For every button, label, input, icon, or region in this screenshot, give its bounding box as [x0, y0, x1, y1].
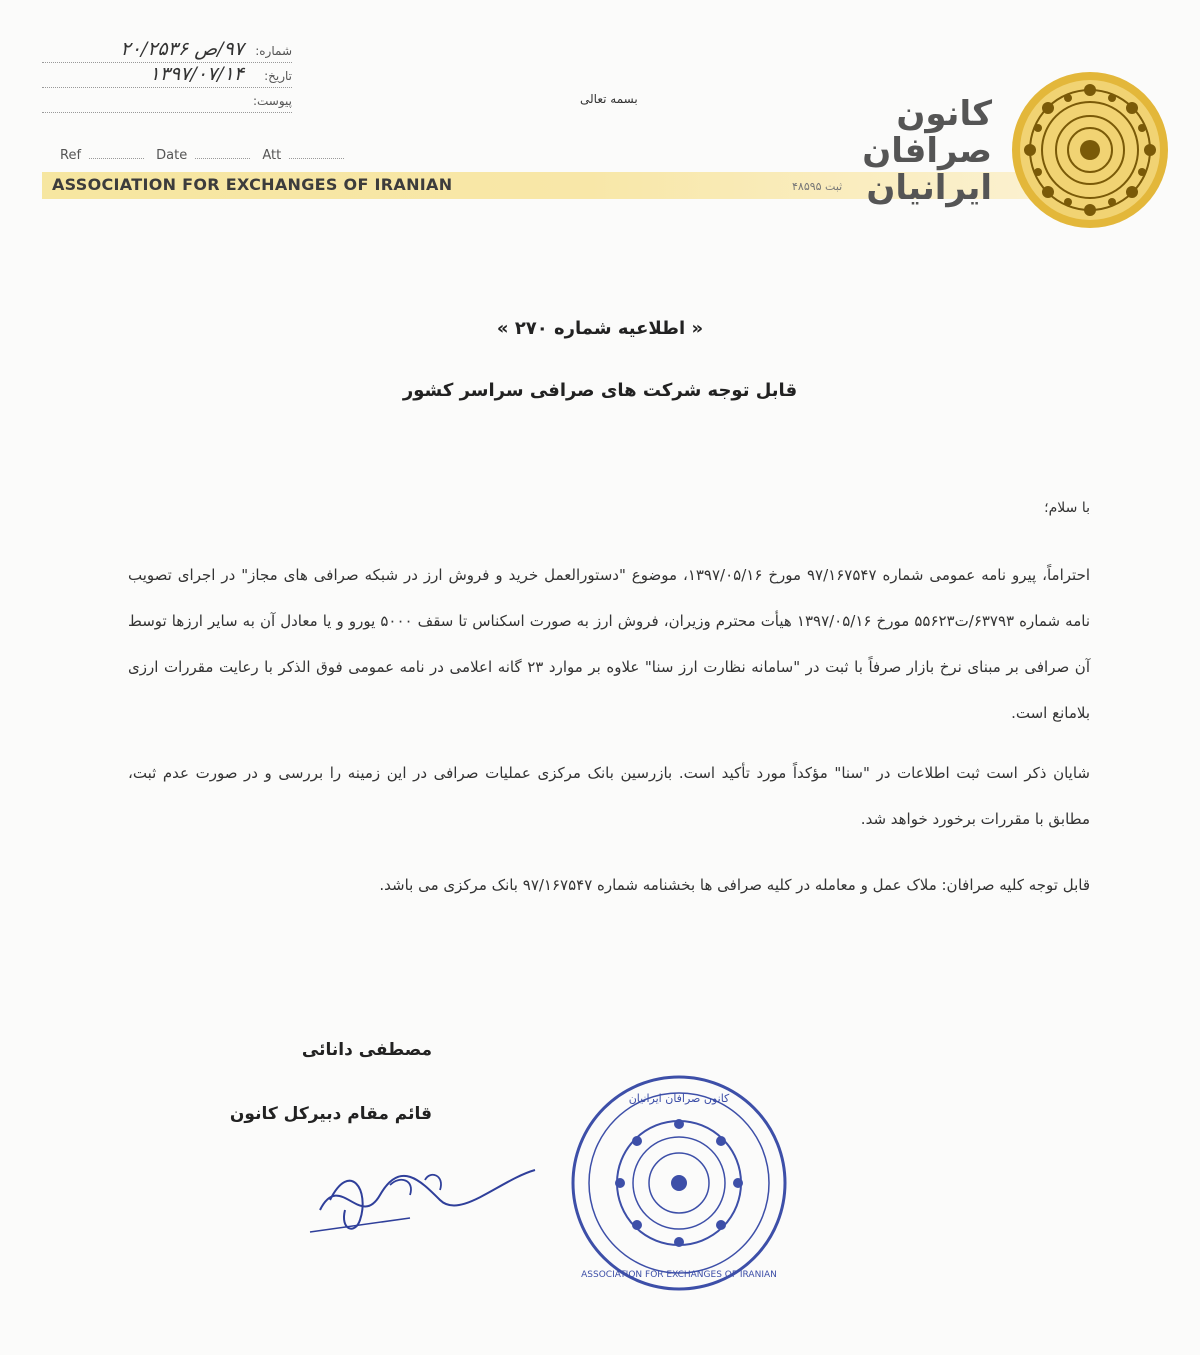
association-logo-icon	[1010, 70, 1170, 230]
letter-meta	[42, 40, 292, 115]
association-name-en: ASSOCIATION FOR EXCHANGES OF IRANIAN	[52, 175, 453, 194]
paragraph-1: احتراماً، پیرو نامه عمومی شماره ۹۷/۱۶۷۵۴۷ مورخ ۱۳۹۷/۰۵/۱۶، موضوع "دستورالعمل خرید و فروش ارز در شبکه صرافی های مجاز" در اجرای تصویب نامه شماره ۶۳۷۹۳/ت۵۵۶۲۳ مورخ ۱۳۹۷/۰۵/۱۶ هیأت محترم وزیران، فروش ارز به صورت اسکناس تا سقف ۵۰۰۰ یورو و یا معادل آن به سایر ارزها توسط آن صرافی بر مبنای نرخ بازار صرفاً با ثبت در "سامانه نظارت ارز سنا" علاوه بر موارد ۲۳ گانه اعلامی در نامه عمومی فوق الذکر با رعایت مقررات ارزی بلامانع است.	[128, 566, 1091, 722]
brand-line-1: کانون	[896, 94, 992, 134]
number-value: ۹۷/ص ۲۰/۲۵۳۶	[120, 38, 244, 60]
date-value: ۱۳۹۷/۰۷/۱۴	[149, 63, 244, 85]
brand-line-2: صرافان	[862, 131, 992, 171]
seal-text-fa: کانون صرافان ایرانیان	[628, 1092, 730, 1105]
registration-number: ثبت ۴۸۵۹۵	[792, 180, 843, 193]
date-row	[42, 65, 292, 88]
greeting: با سلام؛	[1044, 500, 1090, 516]
date-en-label: Date	[156, 148, 188, 163]
number-row	[42, 40, 292, 63]
brand-name	[842, 96, 992, 207]
bismillah: بسمه تعالی	[580, 92, 638, 106]
number-label: شماره:	[255, 44, 292, 58]
signer-role: قائم مقام دبیرکل کانون	[229, 1104, 432, 1124]
notice-subtitle: قابل توجه شرکت های صرافی سراسر کشور	[402, 380, 798, 401]
ref-row	[60, 148, 352, 163]
paragraph-3: قابل توجه کلیه صرافان: ملاک عمل و معامله در کلیه صرافی ها بخشنامه شماره ۹۷/۱۶۷۵۴۷ بانک مرکزی می باشد.	[379, 876, 1090, 894]
paragraph-2: شایان ذکر است ثبت اطلاعات در "سنا" مؤکداً مورد تأکید است. بازرسین بانک مرکزی عملیات صرافی در این زمینه را بررسی و در صورت عدم ثبت، مطابق با مقررات برخورد خواهد شد.	[128, 764, 1090, 828]
seal-text-en: ASSOCIATION FOR EXCHANGES OF IRANIAN	[581, 1270, 777, 1280]
handwritten-signature-icon	[300, 1140, 540, 1240]
signer-name: مصطفی دانائی	[301, 1040, 432, 1060]
brand-line-3: ایرانیان	[866, 168, 992, 208]
date-label: تاریخ:	[264, 69, 292, 83]
attachment-label: پیوست:	[252, 94, 292, 108]
att-line	[289, 158, 344, 159]
notice-title: « اطلاعیه شماره ۲۷۰ »	[496, 318, 704, 339]
att-label: Att	[262, 148, 282, 163]
official-seal-icon	[568, 1072, 790, 1294]
ref-label: Ref	[60, 148, 82, 163]
attachment-row	[42, 90, 292, 113]
ref-line	[89, 158, 144, 159]
date-line	[195, 158, 250, 159]
